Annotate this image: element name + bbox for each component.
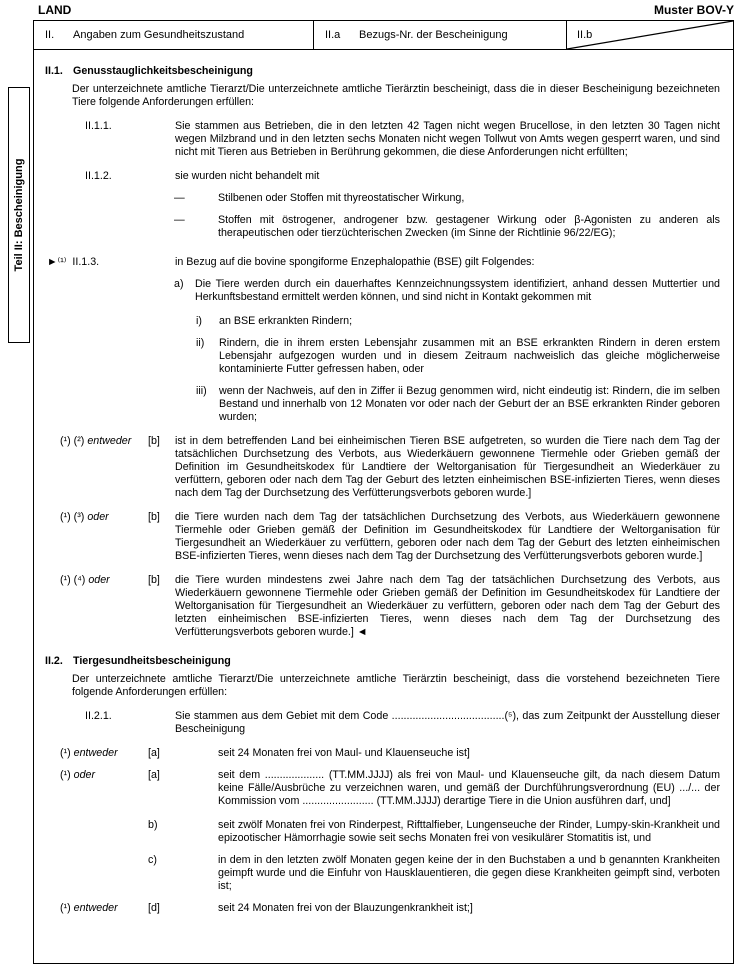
bracket-marker-b: [b]	[148, 574, 160, 586]
certificate-box	[33, 20, 734, 964]
list-marker-b: b)	[148, 819, 158, 831]
amendment-end-icon: ◄	[356, 626, 368, 638]
item-ii-1-3-a-iii: iii) wenn der Nachweis, auf den in Ziffer ii Bezug genommen wird, nicht eindeutig ist: Rindern, die im selben Bestand und innerhalb von 12 Monaten vor oder nach der Geburt der an BSE erkrankten Rinder geboren wurden;	[196, 385, 720, 423]
header-cell-iia	[314, 21, 567, 49]
item-ii-1-3: ►⁽¹⁾ II.1.3. in Bezug auf die bovine spongiforme Enzephalopathie (BSE) gilt Folgendes:	[47, 256, 535, 268]
model-label: Muster BOV-Y	[653, 3, 734, 17]
header-cell-ii	[34, 21, 314, 49]
option-footnotes: (¹) entweder	[60, 747, 118, 759]
amendment-start-icon: ►	[47, 256, 58, 268]
footnote-1-marker: ⁽¹⁾	[57, 256, 67, 268]
item-ii-1-3-number: II.1.3.	[72, 256, 100, 268]
item-ii-2-1-b: b) seit zwölf Monaten frei von Rinderpest, Rifttalfieber, Lungenseuche der Rinder, Lumpy-skin-Krankheit und epizootischer Hämorrhagie sowie seit sechs Monaten frei von vesikulärer Stomatitis ist, und	[148, 819, 720, 844]
option-oder-b-2: (¹) (³) oder [b] die Tiere wurden nach dem Tag der tatsächlichen Durchsetzung des Verbots, aus Wiederkäuern gewonnene Tiermehle oder Grieben gemäß der Definition im Gesundheitskodex für Landtiere der Weltorganisation für Tiergesundheit an Wiederkäuer zu verfüttern, geboren oder nach dem Tag der Geburt des letzten einheimischen BSE-infizierten Tieres, wenn dieses nach dem Tag der Durchsetzung des Verfütterungsverbots geboren wurde.]	[60, 511, 720, 562]
header-ii-label: Angaben zum Gesundheitszustand	[73, 29, 245, 41]
section-ii2-intro: Der unterzeichnete amtliche Tierarzt/Die unterzeichnete amtliche Tierärztin bescheinigt, dass die vorstehend bezeichneten Tiere folgende Anforderungen erfüllen:	[72, 673, 720, 698]
bracket-marker-a: [a]	[148, 747, 160, 759]
header-iib-number: II.b	[577, 29, 593, 41]
header-ii-number: II.	[45, 29, 55, 41]
section-ii2-number: II.2.	[45, 655, 63, 667]
option-footnotes: (¹) (²) entweder	[60, 435, 132, 447]
item-ii-2-1-number: II.2.1.	[85, 710, 112, 722]
option-footnotes: (¹) entweder	[60, 902, 118, 914]
section-ii1-title: Genusstauglichkeitsbescheinigung	[73, 65, 253, 77]
item-ii-1-2-dash-1: — Stilbenen oder Stoffen mit thyreostatischer Wirkung,	[174, 192, 465, 204]
part-ii-tab-label: Teil II: Bescheinigung	[13, 158, 25, 272]
section-ii1-intro: Der unterzeichnete amtliche Tierarzt/Die unterzeichnete amtliche Tierärztin bescheinigt, dass die in dieser Bescheinigung bezeichneten Tiere folgende Anforderungen erfüllen:	[72, 83, 720, 108]
item-ii-1-2: II.1.2. sie wurden nicht behandelt mit	[85, 170, 320, 182]
item-ii-1-3-a: a) Die Tiere werden durch ein dauerhaftes Kennzeichnungssystem identifiziert, anhand dessen Muttertier und Herkunftsbestand ermittelt werden können, und sind nicht in Kontakt gekommen mit	[174, 278, 720, 303]
header-iia-number: II.a	[325, 29, 341, 41]
option-entweder-a-1: (¹) entweder [a] seit 24 Monaten frei von Maul- und Klauenseuche ist]	[60, 747, 470, 759]
page-top-labels	[38, 3, 734, 17]
option-footnotes: (¹) (³) oder	[60, 511, 109, 523]
list-marker-ii: ii)	[196, 337, 205, 349]
bracket-marker-b: [b]	[148, 435, 160, 447]
bracket-marker-b: [b]	[148, 511, 160, 523]
option-entweder-d: (¹) entweder [d] seit 24 Monaten frei von der Blauzungenkrankheit ist;]	[60, 902, 473, 914]
option-footnotes: (¹) oder	[60, 769, 96, 781]
header-row	[34, 21, 733, 50]
list-marker-iii: iii)	[196, 385, 207, 397]
part-ii-tab	[8, 87, 30, 343]
item-ii-1-3-a-i: i) an BSE erkrankten Rindern;	[196, 315, 353, 327]
certificate-content	[34, 65, 733, 915]
item-ii-1-1: II.1.1. Sie stammen aus Betrieben, die in den letzten 42 Tagen nicht wegen Brucellose, in den letzten 30 Tagen nicht wegen Milzbrand und in den letzten sechs Monaten nicht wegen Tollwut von Amts wegen gesperrt waren, und sind nicht mit Tieren aus Betrieben in Berührung gekommen, die diese Anforderungen nicht erfüllten;	[85, 120, 720, 158]
list-marker-i: i)	[196, 315, 202, 327]
item-ii-2-1-c: c) in dem in den letzten zwölf Monaten gegen keine der in den Buchstaben a und b genannten Krankheiten geimpft wurde und die Einfuhr von Hausklauentieren, die gegen diese Krankheiten geimpft sind, verboten ist;	[148, 854, 720, 892]
header-cell-iib	[567, 21, 733, 49]
dash-bullet: —	[174, 214, 185, 226]
section-ii2-title: Tiergesundheitsbescheinigung	[73, 655, 231, 667]
option-footnotes: (¹) (⁴) oder	[60, 574, 110, 586]
option-oder-b-3: (¹) (⁴) oder [b] die Tiere wurden mindestens zwei Jahre nach dem Tag der tatsächlichen Durchsetzung des Verbots, aus Wiederkäuern gewonnene Tiermehle oder Grieben gemäß der Definition im Gesundheitskodex für Landtiere der Weltorganisation für Tiergesundheit an Wiederkäuer zu verfüttern, geboren oder nach dem Tag der Geburt des letzten einheimischen BSE-infizierten Tieres, wenn dieses nach dem Tag der Durchsetzung des Verfütterungsverbots geboren wurde.] ◄	[60, 574, 720, 638]
list-marker-a: a)	[174, 278, 184, 290]
list-marker-c: c)	[148, 854, 157, 866]
option-oder-a-2: (¹) oder [a] seit dem .................... (TT.MM.JJJJ) als frei von Maul- und Klauenseuche gilt, da nach diesem Datum keine Fälle/Ausbrüche zu verzeichnen waren, und gemäß der Durchführungsverordnung (EU) .../... der Kommission vom ........................ (TT.MM.JJJJ) derartige Tiere in die Union ausführen darf, und]	[60, 769, 720, 807]
bracket-marker-a: [a]	[148, 769, 160, 781]
item-ii-1-2-dash-2: — Stoffen mit östrogener, androgener bzw. gestagener Wirkung oder β-Agonisten zu anderen als therapeutischen oder tierzüchterischen Zwecken (im Sinne der Richtlinie 96/22/EG);	[174, 214, 720, 239]
item-ii-1-3-a-ii: ii) Rindern, die in ihrem ersten Lebensjahr zusammen mit an BSE erkrankten Rindern in deren erstem Lebensjahr aufgezogen wurden und in diesem Zeitraum nachweislich das gleiche möglicherweise kontaminierte Futter gefressen haben, oder	[196, 337, 720, 375]
item-ii-1-3-label	[47, 256, 175, 269]
bracket-marker-d: [d]	[148, 902, 160, 914]
section-ii1-number: II.1.	[45, 65, 63, 77]
header-iia-label: Bezugs-Nr. der Bescheinigung	[359, 29, 508, 41]
country-label: LAND	[38, 3, 72, 17]
option-entweder-b-1: (¹) (²) entweder [b] ist in dem betreffenden Land bei einheimischen Tieren BSE aufgetreten, so wurden die Tiere nach dem Tag der tatsächlichen Durchsetzung des Verbots, aus Wiederkäuern gewonnene Tiermehle oder Grieben gemäß der Definition im Gesundheitskodex für Landtiere der Weltorganisation für Tiergesundheit an Wiederkäuer zu verfüttern, geboren oder nach dem Tag der Geburt des letzten einheimischen BSE-infizierten Tieres, wenn dieses nach dem Tag der Durchsetzung des Verfütterungsverbots geboren wurde.]	[60, 435, 720, 499]
item-ii-1-1-number: II.1.1.	[85, 120, 112, 132]
section-ii1-heading	[45, 65, 720, 78]
item-ii-2-1: II.2.1. Sie stammen aus dem Gebiet mit dem Code ......................................(⁵), das zum Zeitpunkt der Ausstellung dieser Bescheinigung	[85, 710, 720, 735]
item-ii-1-2-number: II.1.2.	[85, 170, 112, 182]
section-ii2-heading	[45, 655, 720, 668]
dash-bullet: —	[174, 192, 185, 204]
